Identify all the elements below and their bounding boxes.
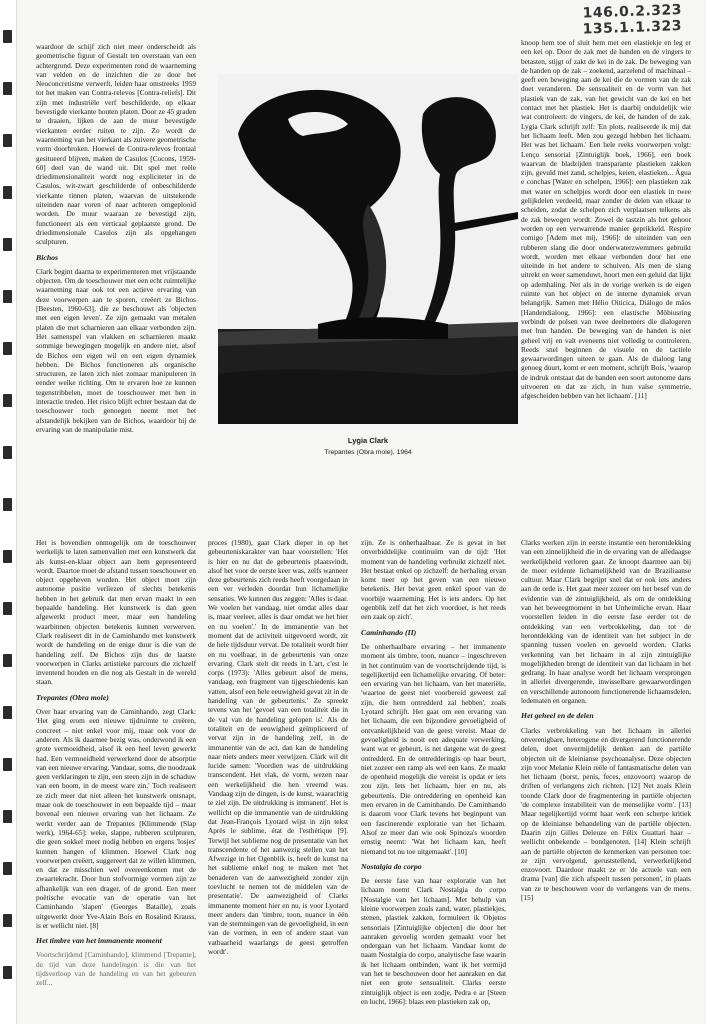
section-heading-bichos: Bichos [36, 252, 59, 262]
binding-hole [3, 186, 12, 199]
archive-number-1: 146.0.2.323 [582, 2, 683, 22]
archive-number-2: 135.1.1.323 [582, 18, 683, 38]
binding-hole [3, 134, 12, 147]
section-heading-nostalgia: Nostalgia do corpo [361, 861, 422, 871]
binding-edge [0, 0, 16, 1024]
paragraph: Het is bovendien onmogelijk om de toeschouwer werkelijk te laten samenvallen met een kunstwerk dat als kunst-en-klaar object aan hem gepresenteerd wordt. Daartoe moet de afstand tussen toeschouwer en object opgeheven worden. Het object moet zijn autonome positie verliezen of slechts betekenis hebben in het gebruik dat men ervan maakt in een bepaalde handeling. Het kunstwerk is dan geen afgewerkt product meer, maar een handeling waarbinnen objecten betekenis kunnen verwerven. Clark realiseert dit in de Caminhando met kunstwerk wordt de handeling en de enige duur is die van de handeling zelf. De Bichos zijn dus de laatste voorwerpen in Clarks artistieke parcours die zichzelf inventend houden en die nog als Gestalt in de wereld staan. [36, 538, 196, 687]
paragraph: proces (1980), gaat Clark dieper in op het gebeurteniskarakter van haar voorstellen: 'Het is hier en nu dat de gebeurtenis plaatsvindt, alsof het voor de eerste keer was, zelfs wanneer deze gebeurtenis zich reeds heeft voorgedaan in een ver verleden doordat hun lichamelijke sensaties. We kunnen dus zeggen: 'Alles is daar. We voelen het vandaag, niet omdat alles daar is, maar veeleer, alles is daar omdat we het hier en nu voelen'.' In de immanentie van het moment dat de activiteit uitgevoerd wordt, zit de hele tijdsduur vervat. De totaliteit wordt hier en nu voelbaar, in de gebeurtenis van onze ervaring. Clark stelt dit reeds in L'art, c'est le corps (1973): 'Alles gebeurt alsof de mens, vandaag, een fragment van tijgeschiedenis kan vatten, alsof een hele eeuwigheid gevat zit in de handeling van de gebeurtenis.' Ze spreekt tevens van het 'gevoel van een totaliteit die in de val van de handeling gelopen is'. Als de totaliteit en de eeuwigheid geïmpliceerd of vervat zijn in de handeling zelf, in de immanentie van de act, dan kan de handeling naar niets anders meer verwijzen. Clark wil dit lucide samen: 'Voordien was de uitdrukking transcendent. Het vlak, de vorm, wezen naar een werkelijkheid die hen vreemd was. Vandaag zijn de dingen, is de kunst, waarachtig te ziel zijn. De uitdrukking is immanent'. Het is wellicht op die immanentie van de uitdrukking dat Jean-François Lyotard wijst in zijn tekst Après le sublime, état de l'esthétique [9]. Terwijl het sublieme nog de presentatie van het transcendente of het aanwezig stellen van het Afwezige in het Ogenblik is, heeft de kunst na het sublieme enkel nog te maken met 'het benaderen van de aanwezigheid zonder zijn toevlucht te nemen tot de middelen van de presentatie'. De aanwezigheid of Clarks immanente moment hier en nu, is voor Lyotard meer anders dan 'timbre, toon, nuance in één van de stemmingen van de gevoeligheid, in een van de vormen, in een of andere staat van vatbaarheid waarlangs de geest getroffen wordt'. [208, 538, 348, 957]
paragraph: Voortschrijdend [Caminhando], klimmend [Trepante], de tijd van deze handelingen is die van het tijdsverloop van de handeling en van het gebeuren zelf... [36, 950, 196, 988]
paragraph: De eerste fase van haar exploratie van het lichaam noemt Clark Nostalgia do corpo [Nostalgie van het lichaam]. Met behulp van kleine voorwerpen zoals zand, water, plastiekjes, stenen, plastiek zakken, formuleert ik Objetos sensoriais [Zintuiglijke objecten] die door het aanraken gevoelig worden gemaakt voor het ondergaan van het lichaam. Vandaar komt de naam Nostalgia do corpo, analytische fase waarin ik het lichaam ontbinden, want ik het vermijd van het te beschouwen door het aanraken en dat niet een grote sensualiteit. Clarks eerste zintuiglijk object is een zodje, Pedra e ar [Steen en lucht, 1966]: blaas een plastieken zak op, [361, 876, 506, 1006]
paragraph: Clarks verbrokkeling van het lichaam in allerlei onverenigbare, heterogene en divergerend functionerende delen, doet onvermijdelijk denken aan de partiële objecten uit de kleinianse psychoanalyse. Deze objecten zijn voor Melanie Klein reële of fantasmatische delen van het lichaam (borst, penis, feces, enzovoort) waarop de driften of verlangens zich richten. [12] Net zoals Klein toonde Clark door de fragmentering in partiële objecten 'de complexe instabiliteit van de menselijke vorm'. [13] Maar tegelijkertijd vormt haar werk een scherpe kritiek op de kleinianse behandeling van de partiële objecten. Daarin zijn Gilles Deleuze en Félix Guattari haar – wellicht onbekende – bondgenoten. [14] Klein schrijft aan de partiële objecten de kenmerken van personen toe: ze zijn vervolgend, geruststellend, verwerkelijkend enzovoort. Daardoor maakt ze er 'de actuele van een drama [van] die zich afspeelt tussen personen', in plaats van ze te beschouwen voor de verlangens van de mens. [15] [521, 725, 691, 902]
paragraph: waardoor de schijf zich niet meer onderscheidt als geometrische figuur of Gestalt ten overstaan van een achtergrond. Deze experimenten rond de waarneming van velden en de inzichten die ze door het Neoconcretisme verwerft, leiden haar omstreeks 1959 tot het maken van Contra-relevos [Contra-reliefs]. Dit zijn met industriële verf beschilderde, op elkaar bevestigde vierkante houten platen. Door ze 45 graden te draaien, lijken de aan de muur bevestigde vierkanten eerder ruiten te zijn. Zo wordt de waarneming van het vierkant als zuivere geometrische vorm doorbroken. Hoewel de Contra-relevos frontaal gesitueerd blijven, maken de Casulos [Cocons, 1959-60] deel van de wand uit. Dit spel met reële driedimensionaliteit wordt nog expliciteter in de Casulos, wit-zwart geschilderde of onbeschilderde vierkante tinnen platen, waarvan de uitstekende uiteinden naar voren of naar achteren omgeplooid worden. De muur waaraan ze bevestigd zijn, functioneert als een verticaal geplaatste grond. De driedimensionale Casulos zijn als opgehangen sculpturen. [36, 42, 196, 247]
section-heading-trepantes: Trepantes (Obra mole) [36, 692, 109, 702]
caption-artist: Lygia Clark [347, 436, 389, 445]
figure-caption [218, 436, 518, 456]
binding-hole [3, 30, 12, 43]
trepantes-sculpture-image [218, 74, 518, 424]
binding-hole [3, 654, 12, 667]
paragraph: Clark begint daarna te experimenteren met vrijstaande objecten. Om de toeschouwer met een echt ruimtelijke waarneming naar ook tot een actieve ervaring van deze voorwerpen aan te sporen, creëert ze Bichos [Beesten, 1960-63], die ze beschouwt als 'objecten met een eigen leven'. Ze zijn gemaakt van metalen platen die met scharnieren aan elkaar verbonden zijn. Het samenspel van vlakken en scharnieren maakt sommige bewegingen mogelijk en andere niet, alsof de Bichos een eigen wil en een eigen dynamiek hebben. De Bichos functioneren als organische structuren, ze laten zich niet zomaar manipuleren in eender welke richting. Om te ervaren hoe ze kunnen tegenstribbelen, moet de toeschouwer met hen in interactie treden. Het risico blijft echter bestaan dat de toeschouwer toch genoegen neemt met het afstandelijk bekijken van de Bichos, waardoor hij de ervaring van de manipulatie mist. [36, 266, 196, 434]
paragraph: Clarks werken zijn in eerste instantie een herontdekking van een zinnelijkheid die in de ervaring van de alledaagse werkelijkheid verloren gaat. Ze knoopt daarmee aan bij de meer evidente lichamelijkheid van de Braziliaanse cultuur. Maar Clark begrijpt snel dat er ook iets anders aan de orde is. Het gaat meer zozeer om het besef van de evidentie van de zintuiglijkheid, als om de ontdekking van het beweegmoment in het Unheimliche ervan. Haar voorstellen leiden in die eerste fase eerder tot de ontdekking van een verbrokkeling, dan tot de herontdekking van de identiteit van het subject in de spanning tussen voelen en gevoeld worden. Clarks verkenning van het lichaam in al zijn zintuiglijke mogelijkheden brengt de identiteit van dat lichaam in het gedrang. In haar analyse wordt het lichaam versprongen in allerlei divergerende, inwisselbare gewaarwordingen en verschillende autonoom functionerende lichaamsdelen, ledematen en organen. [521, 538, 691, 706]
binding-hole [3, 238, 12, 251]
paragraph: zijn. Ze is onherhaalbaar. Ze is gevat in het onverbiddelijke continuüm van de tijd: 'Het moment van de handeling verbruikt zichzelf niet. Het bestaat enkel op zichzelf: de herhaling ervan komt neer op het geven van een nieuwe betekenis. Het bevat geen enkel spoor van de voorbije waarneming. Het is iets anders. Op het ogenblik zelf dat het zich voordoet, is het reeds een zaak op zich'. [361, 538, 506, 622]
binding-hole [3, 966, 12, 979]
caption-artwork-title: Trepantes (Obra mole), 1964 [324, 449, 412, 456]
binding-hole [3, 862, 12, 875]
column-a-bottom [36, 538, 196, 1016]
binding-hole [3, 498, 12, 511]
paragraph: knoop hem toe of sluit hem met een elastiekje en leg er een kei op. Door de zak met de handen en de vingers te betasten, stijgt of zakt de kei in de zak. De beweging van de handen op de zak – zoekend, aarzelend of machinaal – geeft een beweging aan de kei die de vormen van de zak doet veranderen. De sensualiteit en de vorm van het plastiek van de zak, van het gewicht van de kei en het contact met het plastiek. Het is daarbij onduidelijk wie wat controleert: de vingers, de kei, de handen of de zak. Lygia Clark schrijft zelf: 'En plots, realiseerde ik mij dat het lichaam leeft. Men zou gezegd hebben het lichaam. Het was het lichaam.' Een hele reeks voorwerpen volgt: Lenço sensorial [Zintuiglijk boek, 1966], een boek waarvan de bladzijden transparante plastieken zakken zijn, gevuld met zand, schelpjes, keien, elastieken... Água e conchas [Water en schelpen, 1966]: een plastieken zak met water en schelpjes wordt door een elastiek in twee gelijkdelen verdeeld, maar zonder de delen van elkaar te scheiden, zodat de schelpen zich verplaatsen telkens als de zak bewogen wordt. Zowel de tastzin als het gehoor worden op een verwarrende manier geprikkeld. Respire comigo [Adem met mij, 1966]: de uiteinden van een rubberen slang die door onderwaterzwemmers gebruikt wordt, worden met elkaar verbonden door het ene uiteinde in het andere te schuiven. Als men de slang uitrekt en weer samenduwt, hoort men een geluid dat lijkt op ademhaling. Net als in de vorige werken is de eigen ruimte van het object en de interne dynamiek ervan belangrijk. Samen met Hélio Oiticica, Diálogo de mãos [Handendialoog, 1966]: een elastische Möbiusring verbindt de polsen van twee deelnemers die dialogeren met hun handen. De beweging van de handen is niet geheel vrij en valt eveneens niet volledig te controleren. Reeds snel beginnen de visuele en de tactiele gewaarwordingen uiteen te gaan. Als de dialoog lang genoeg duurt, komt er een moment, schrijft Bois, 'waarop de indruk ontstaat dat de handen een soort autonome dans uitvoeren en dat ze zich, in hun valse symmetrie, afgescheiden hebben van het lichaam'. [11] [521, 38, 691, 401]
binding-hole [3, 706, 12, 719]
binding-hole [3, 914, 12, 927]
column-b-bottom [208, 538, 348, 1016]
binding-hole [3, 550, 12, 563]
section-heading-geheel: Het geheel en de delen [521, 711, 594, 721]
binding-hole [3, 290, 12, 303]
column-c-bottom [361, 538, 506, 1016]
binding-hole [3, 758, 12, 771]
section-heading-timbre: Het timbre van het immanente moment [36, 936, 162, 946]
column-right-top [521, 38, 691, 538]
binding-hole [3, 602, 12, 615]
binding-hole [3, 342, 12, 355]
column-d-bottom [521, 538, 691, 1016]
binding-hole [3, 394, 12, 407]
binding-hole [3, 810, 12, 823]
artwork-photo [218, 74, 518, 424]
column-left-top [36, 42, 196, 534]
binding-hole [3, 446, 12, 459]
paragraph: De onherhaalbare ervaring – het immanente moment als timbre, toon, nuance – ingeschreven in het continuüm van de voortschrijdende tijd, is tegelijkertijd een lichamelijke ervaring. Of beter: een ervaring van het lichaam, van het materiële, 'waartoe de geest niet voorbereid geweest zal zijn, die hem ontredderd zal hebben', zoals Lyotard schrijft. Het gaat om een ervaring van het lichaam, die een bijzondere gevoeligheid of ontvankelijkheid van de geest vereist. Maar de gevoeligheid is nooit een adequate verwerking, want wat er gebeurt, is net datgene wat de geest ontredderd. En de ontredderingis op haar beurt, niet zozeer een ramp als wel een kans. Ze maakt de openheid mogelijk die vereist is opdat er iets zou zijn. Iets het lichaam, hier en nu, als gebeurtenis. Die ontreddering en openheid kan men ervaren in de Caminhando. De Caminhando is daarom voor Clark tevens het beginpunt van een fascinerende exploratie van het lichaam. Alsof ze meer dan wie ook Spinoza's woorden ernstig neemt: 'Wat het lichaam kan, heeft niemand tot nu toe uitgemaakt'. [10] [361, 641, 506, 856]
section-heading-caminhando: Caminhando (II) [361, 627, 417, 637]
article-page [16, 0, 706, 1024]
binding-hole [3, 82, 12, 95]
paragraph: Over haar ervaring van de Caminhando, zegt Clark: 'Het ging erom een nieuwe tijdruimte te creëren, concreet – niet enkel voor mij, maar ook voor de anderen. Als ik daarmee bezig was, onderwond ik een grote vermoeidheid, alsof ik een heel leven gewerkt had. Een vermoeidheid verwerkend door de absorptie van een nieuwe ervaring. Vandaar, soms, die noodzaak geen verklaringen te zijn, een steen zijn in de schaduw van een boom, in de meest ware zin.' Toch realiseert ze zich meer dat niet alleen het kunstwerk ontsnapt, maar ook de toeschouwer in een bepaalde tijd – maar bovenal een nieuwe ervaring van het lichaam. Ze werkt verder aan de Trepantes [Klimmende (Slap werk), 1964-65]: weke, slappe, rubberen sculpturen, die geen sokkel meer nodig hebben en ergens 'losjes' kunnen hangen of klimmen. Hoewel Clark nog voorwerpen creëert, suggereert dat ze willen klimmen, en dat ze misschien wel overeenkomen met de zwaartekracht. Door hun stofvormige vormen zijn ze afhankelijk van een drager, of de grond. Een meer poëtische evocatie van de operatie van het Caminhando 'slapen' (Georges Bataille), zoals uitgewerkt door Yve-Alain Bois en Rosalind Krauss, is er wellicht niet. [8] [36, 707, 196, 930]
